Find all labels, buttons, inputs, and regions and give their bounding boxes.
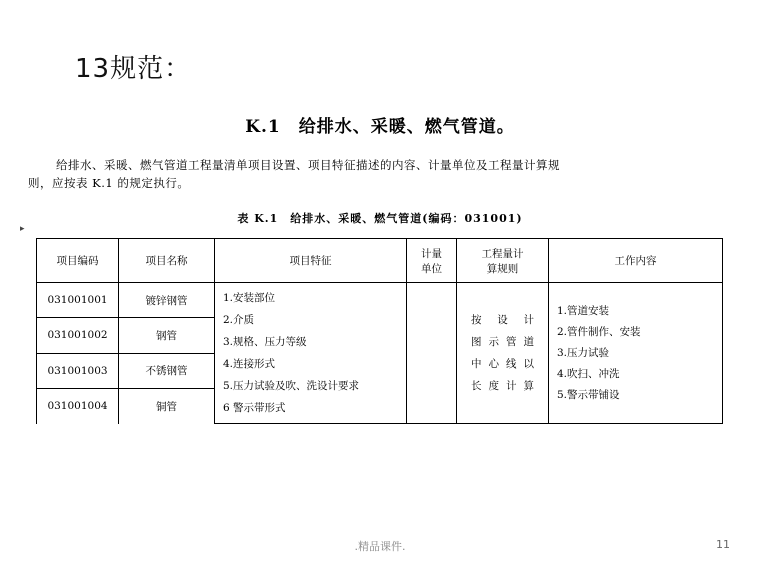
- feature-item: 4.连接形式: [223, 358, 276, 370]
- row-name: 镀锌钢管: [119, 283, 215, 318]
- row-code: 031001004: [37, 388, 119, 423]
- slide-title: 13规范：: [75, 54, 192, 84]
- header-unit-line-2: 单位: [421, 262, 442, 275]
- feature-item: 5.压力试验及吹、洗设计要求: [223, 380, 360, 392]
- rule-line: 按设计: [471, 314, 534, 326]
- table-caption: 表 K.1 给排水、采暖、燃气管道(编码：031001): [237, 212, 523, 225]
- work-item: 5.警示带铺设: [557, 388, 620, 401]
- header-name: 项目名称: [119, 239, 215, 283]
- feature-item: 3.规格、压力等级: [223, 336, 307, 348]
- rule-line: 中心线以: [471, 358, 534, 370]
- margin-marker-icon: ▸: [20, 224, 25, 234]
- header-features: 项目特征: [215, 239, 407, 283]
- unit-cell: [407, 283, 457, 424]
- table-header-row: [37, 239, 723, 283]
- row-code: 031001003: [37, 353, 119, 388]
- feature-item: 6 警示带形式: [223, 402, 286, 414]
- row-name: 铜管: [119, 388, 215, 423]
- rule-cell: [457, 283, 549, 424]
- header-rule-line-2: 算规则: [486, 262, 519, 275]
- rule-line: 长度计算: [471, 380, 534, 392]
- header-unit-line-1: 计量: [421, 247, 442, 260]
- intro-paragraph: [28, 156, 718, 192]
- work-cell: [549, 283, 723, 424]
- header-rule: [457, 239, 549, 283]
- row-code: 031001001: [37, 283, 119, 318]
- intro-line-1: 给排水、采暖、燃气管道工程量清单项目设置、项目特征描述的内容、计量单位及工程量计算规: [56, 158, 560, 172]
- header-unit: [407, 239, 457, 283]
- table-row: [37, 283, 723, 318]
- document-image: [20, 112, 736, 418]
- work-item: 3.压力试验: [557, 346, 610, 359]
- row-name: 钢管: [119, 318, 215, 353]
- slide-footer: .精品课件.: [354, 540, 406, 553]
- page-number: 11: [716, 538, 730, 551]
- pipe-spec-table: [36, 238, 723, 424]
- rule-line: 图示管道: [471, 336, 534, 348]
- header-code: 项目编码: [37, 239, 119, 283]
- feature-item: 1.安装部位: [223, 292, 276, 304]
- row-name: 不锈钢管: [119, 353, 215, 388]
- feature-item: 2.介质: [223, 314, 255, 326]
- work-item: 4.吹扫、冲洗: [557, 367, 620, 380]
- header-rule-line-1: 工程量计: [481, 247, 524, 260]
- work-item: 1.管道安装: [557, 304, 610, 317]
- features-cell: [215, 283, 407, 424]
- section-heading: K.1 给排水、采暖、燃气管道。: [245, 117, 515, 137]
- work-item: 2.管件制作、安装: [557, 325, 641, 338]
- row-code: 031001002: [37, 318, 119, 353]
- header-work: 工作内容: [549, 239, 723, 283]
- intro-line-2: 则，应按表 K.1 的规定执行。: [28, 176, 190, 190]
